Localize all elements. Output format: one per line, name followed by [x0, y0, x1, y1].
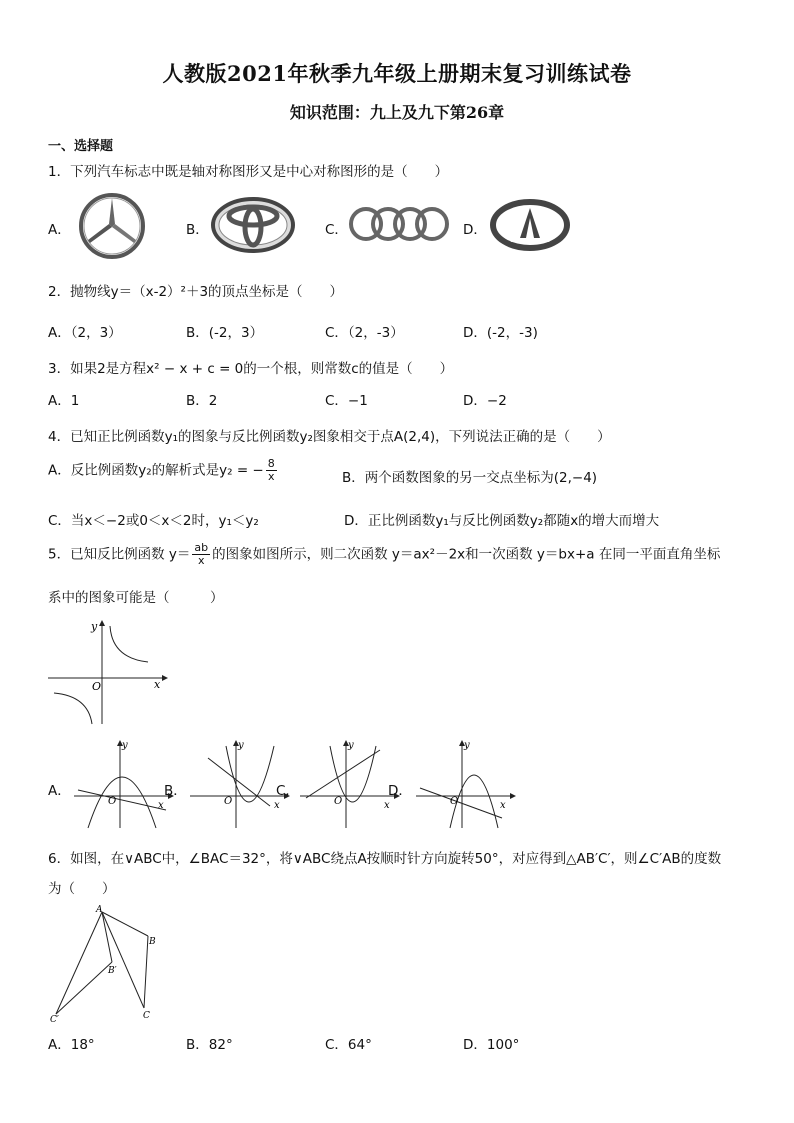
q5-option-d-label: D． [388, 783, 412, 799]
q4-option-b: B．两个函数图象的另一交点坐标为(2,−4) [342, 470, 598, 486]
page-title: 人教版2021年秋季九年级上册期末复习训练试卷 [162, 61, 632, 86]
page-subtitle: 知识范围：九上及九下第26章 [289, 103, 505, 122]
question-5-stem-line2: 系中的图象可能是（ ） [48, 590, 224, 606]
q5c-x-label: x [384, 800, 390, 811]
q2-option-a: A．（2，3） [48, 325, 122, 341]
q6-triangle-figure [46, 902, 166, 1024]
q4-option-c: C．当x＜−2或0＜x＜2时，y₁＜y₂ [48, 513, 259, 529]
q6-point-b: B [149, 937, 156, 947]
q5d-origin-label: O [450, 796, 459, 807]
q5a-origin-label: O [108, 796, 117, 807]
q5a-x-label: x [158, 800, 164, 811]
q5-stem-prefix: 5．已知反比例函数 y＝ [48, 546, 191, 563]
q2-option-b: B．(-2，3） [186, 325, 264, 341]
q5-ref-x-label: x [154, 678, 161, 691]
q3-option-d: D．−2 [463, 393, 507, 409]
question-6-stem-line2: 为（ ） [48, 881, 116, 897]
q4-option-d: D．正比例函数y₁与反比例函数y₂都随x的增大而增大 [344, 513, 660, 529]
q6-point-a: A [96, 905, 103, 915]
q2-option-d: D．(-2，-3) [463, 325, 538, 341]
q3-option-c: C．−1 [325, 393, 368, 409]
q6-option-a: A．18° [48, 1037, 95, 1053]
toyota-logo-icon [210, 196, 296, 254]
q5-option-d-graph [416, 740, 516, 828]
q6-option-b: B．82° [186, 1037, 233, 1053]
q5-option-c-label: C． [276, 783, 299, 799]
q5-option-b-graph [190, 740, 290, 828]
q5c-origin-label: O [334, 796, 343, 807]
q2-option-c: C．（2，-3） [325, 325, 404, 341]
question-6-stem: 6．如图，在∨ABC中，∠BAC＝32°，将∨ABC绕点A按顺时针方向旋转50°，对应得到△AB′C′，则∠C′AB的度数 [48, 851, 722, 867]
q5d-x-label: x [500, 800, 506, 811]
mercedes-logo-icon [78, 192, 146, 260]
q5b-y-label: y [238, 740, 244, 751]
q6-option-d: D．100° [463, 1037, 520, 1053]
q5a-y-label: y [122, 740, 128, 751]
q1-option-c-label: C． [325, 222, 348, 238]
q6-point-c-prime: C′ [50, 1015, 59, 1025]
q5-stem-suffix: 的图象如图所示，则二次函数 y＝ax²－2x和一次函数 y＝bx+a 在同一平面直角坐标 [212, 546, 721, 563]
q6-point-c: C [143, 1011, 150, 1021]
q5-fraction-denominator: x [197, 554, 205, 567]
audi-logo-icon [348, 206, 452, 242]
q5b-x-label: x [274, 800, 280, 811]
question-1-stem: 1．下列汽车标志中既是轴对称图形又是中心对称图形的是（ ） [48, 164, 449, 180]
q5b-origin-label: O [224, 796, 233, 807]
question-2-stem: 2．抛物线y＝（x-2）²＋3的顶点坐标是（ ） [48, 284, 344, 300]
infiniti-logo-icon [490, 198, 570, 252]
question-4-stem: 4．已知正比例函数y₁的图象与反比例函数y₂图象相交于点A(2,4)，下列说法正确的是（ ） [48, 429, 611, 445]
q4-option-a-text: A．反比例函数y₂的解析式是y₂ = − [48, 462, 264, 479]
q6-option-c: C．64° [325, 1037, 372, 1053]
q5-ref-origin-label: O [92, 680, 102, 693]
q5-reference-graph [48, 620, 168, 724]
q5-ref-y-label: y [91, 620, 98, 633]
q5-option-a-graph [74, 740, 174, 828]
q5-option-a-label: A． [48, 783, 71, 799]
q4-fraction-numerator: 8 [267, 457, 275, 470]
question-3-stem: 3．如果2是方程x² − x + c = 0的一个根，则常数c的值是（ ） [48, 361, 454, 377]
q5-option-c-graph [300, 740, 400, 828]
q5-stem-fraction [192, 542, 210, 567]
q1-option-d-label: D． [463, 222, 487, 238]
q6-point-b-prime: B′ [108, 966, 117, 976]
q5-option-b-label: B． [164, 783, 187, 799]
q4-fraction-denominator: x [267, 470, 275, 483]
q5c-y-label: y [348, 740, 354, 751]
q4-option-a-fraction [266, 458, 277, 483]
q4-option-a [48, 458, 279, 483]
q1-option-b-label: B． [186, 222, 209, 238]
section-heading: 一、选择题 [48, 139, 114, 154]
question-5-stem [48, 542, 720, 567]
q1-option-a-label: A． [48, 222, 71, 238]
q3-option-b: B．2 [186, 393, 218, 409]
q5-fraction-numerator: ab [194, 541, 209, 554]
q5d-y-label: y [464, 740, 470, 751]
q3-option-a: A．1 [48, 393, 80, 409]
